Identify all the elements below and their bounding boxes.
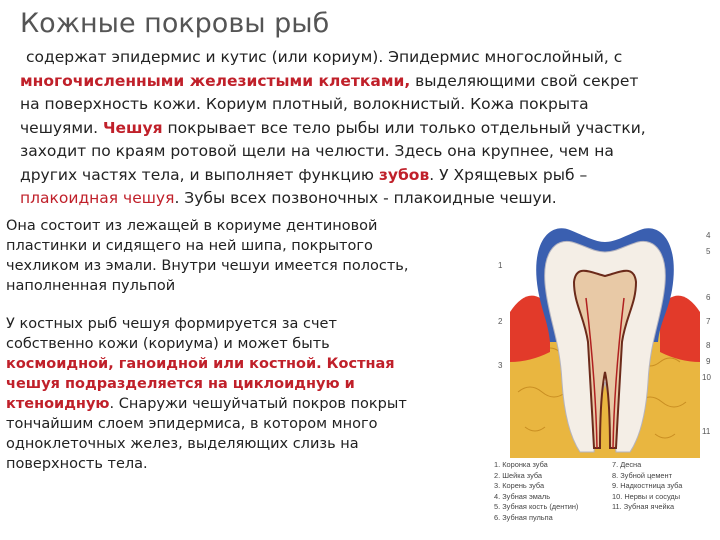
tooth-diagram: [490, 212, 718, 458]
label-num-1: 1: [498, 261, 503, 270]
label-num-6: 6: [706, 293, 711, 302]
intro-line-6: других частях тела, и выполняет функцию зубов. У Хрящевых рыб –: [20, 165, 588, 184]
highlight-scale: Чешуя: [103, 118, 163, 137]
label-num-3: 3: [498, 361, 503, 370]
bony-line-1: У костных рыб чешуя формируется за счет: [6, 316, 337, 332]
bony-line-2: собственно кожи (кориума) и может быть: [6, 336, 330, 352]
intro-line-1: содержат эпидермис и кутис (или кориум). Эпидермис многослойный, с: [26, 48, 623, 66]
label-num-10: 10: [702, 373, 711, 382]
label-num-7: 7: [706, 317, 711, 326]
legend-item: 6. Зубная пульпа: [494, 512, 553, 522]
placoid-line-3: чехликом из эмали. Внутри чешуи имеется полость,: [6, 258, 409, 274]
legend-item: 7. Десна: [612, 460, 642, 469]
intro-line-4: чешуями. Чешуя покрывает все тело рыбы или только отдельный участки,: [20, 118, 646, 137]
legend-item: 10. Нервы и сосуды: [612, 491, 681, 501]
paragraph-intro: [20, 46, 700, 211]
bony-line-4: чешуя подразделяется на циклоидную и: [6, 376, 355, 392]
intro-line-2: многочисленными железистыми клетками, выделяющими свой секрет: [20, 71, 639, 90]
label-num-9: 9: [706, 357, 711, 366]
legend-item: 8. Зубной цемент: [612, 470, 672, 480]
bony-line-7: одноклеточных желез, выделяющих слизь на: [6, 436, 359, 452]
legend-item: 2. Шейка зуба: [494, 470, 543, 480]
label-num-5: 5: [706, 247, 711, 256]
legend-item: 1. Коронка зуба: [494, 460, 548, 469]
intro-line-7: плакоидная чешуя. Зубы всех позвоночных - плакоидные чешуи.: [20, 189, 557, 207]
label-num-4: 4: [706, 231, 711, 240]
highlight-glandular-cells: многочисленными железистыми клетками,: [20, 71, 411, 90]
label-num-2: 2: [498, 317, 503, 326]
bony-line-6: тончайшим слоем эпидермиса, в котором много: [6, 416, 378, 432]
diagram-legend: [494, 460, 718, 524]
slide-title: Кожные покровы рыб: [20, 8, 330, 39]
intro-line-5: заходит по краям ротовой щели на челюсти. Здесь она крупнее, чем на: [20, 142, 614, 160]
legend-item: 9. Надкостница зуба: [612, 481, 683, 491]
legend-item: 3. Корень зуба: [494, 481, 545, 491]
paragraph-placoid-structure: [6, 216, 476, 296]
highlight-teeth: зубов: [378, 165, 430, 184]
paragraph-bony-fish-scales: [6, 314, 446, 474]
label-num-8: 8: [706, 341, 711, 350]
highlight-placoid-scale: плакоидная чешуя: [20, 189, 175, 207]
placoid-line-1: Она состоит из лежащей в кориуме дентиновой: [6, 218, 378, 234]
legend-item: 4. Зубная эмаль: [494, 491, 551, 501]
intro-line-3: на поверхность кожи. Кориум плотный, волокнистый. Кожа покрыта: [20, 95, 589, 113]
legend-item: 11. Зубная ячейка: [612, 502, 675, 512]
bony-line-5: ктеноидную. Снаружи чешуйчатый покров покрыт: [6, 396, 407, 412]
highlight-ctenoid: ктеноидную: [6, 396, 110, 412]
label-num-11: 11: [702, 427, 711, 436]
placoid-line-2: пластинки и сидящего на ней шипа, покрытого: [6, 238, 373, 254]
placoid-line-4: наполненная пульпой: [6, 278, 176, 294]
bony-line-8: поверхность тела.: [6, 456, 148, 472]
bony-line-3: космоидной, ганоидной или костной. Костная: [6, 356, 395, 372]
legend-item: 5. Зубная кость (дентин): [494, 502, 579, 512]
